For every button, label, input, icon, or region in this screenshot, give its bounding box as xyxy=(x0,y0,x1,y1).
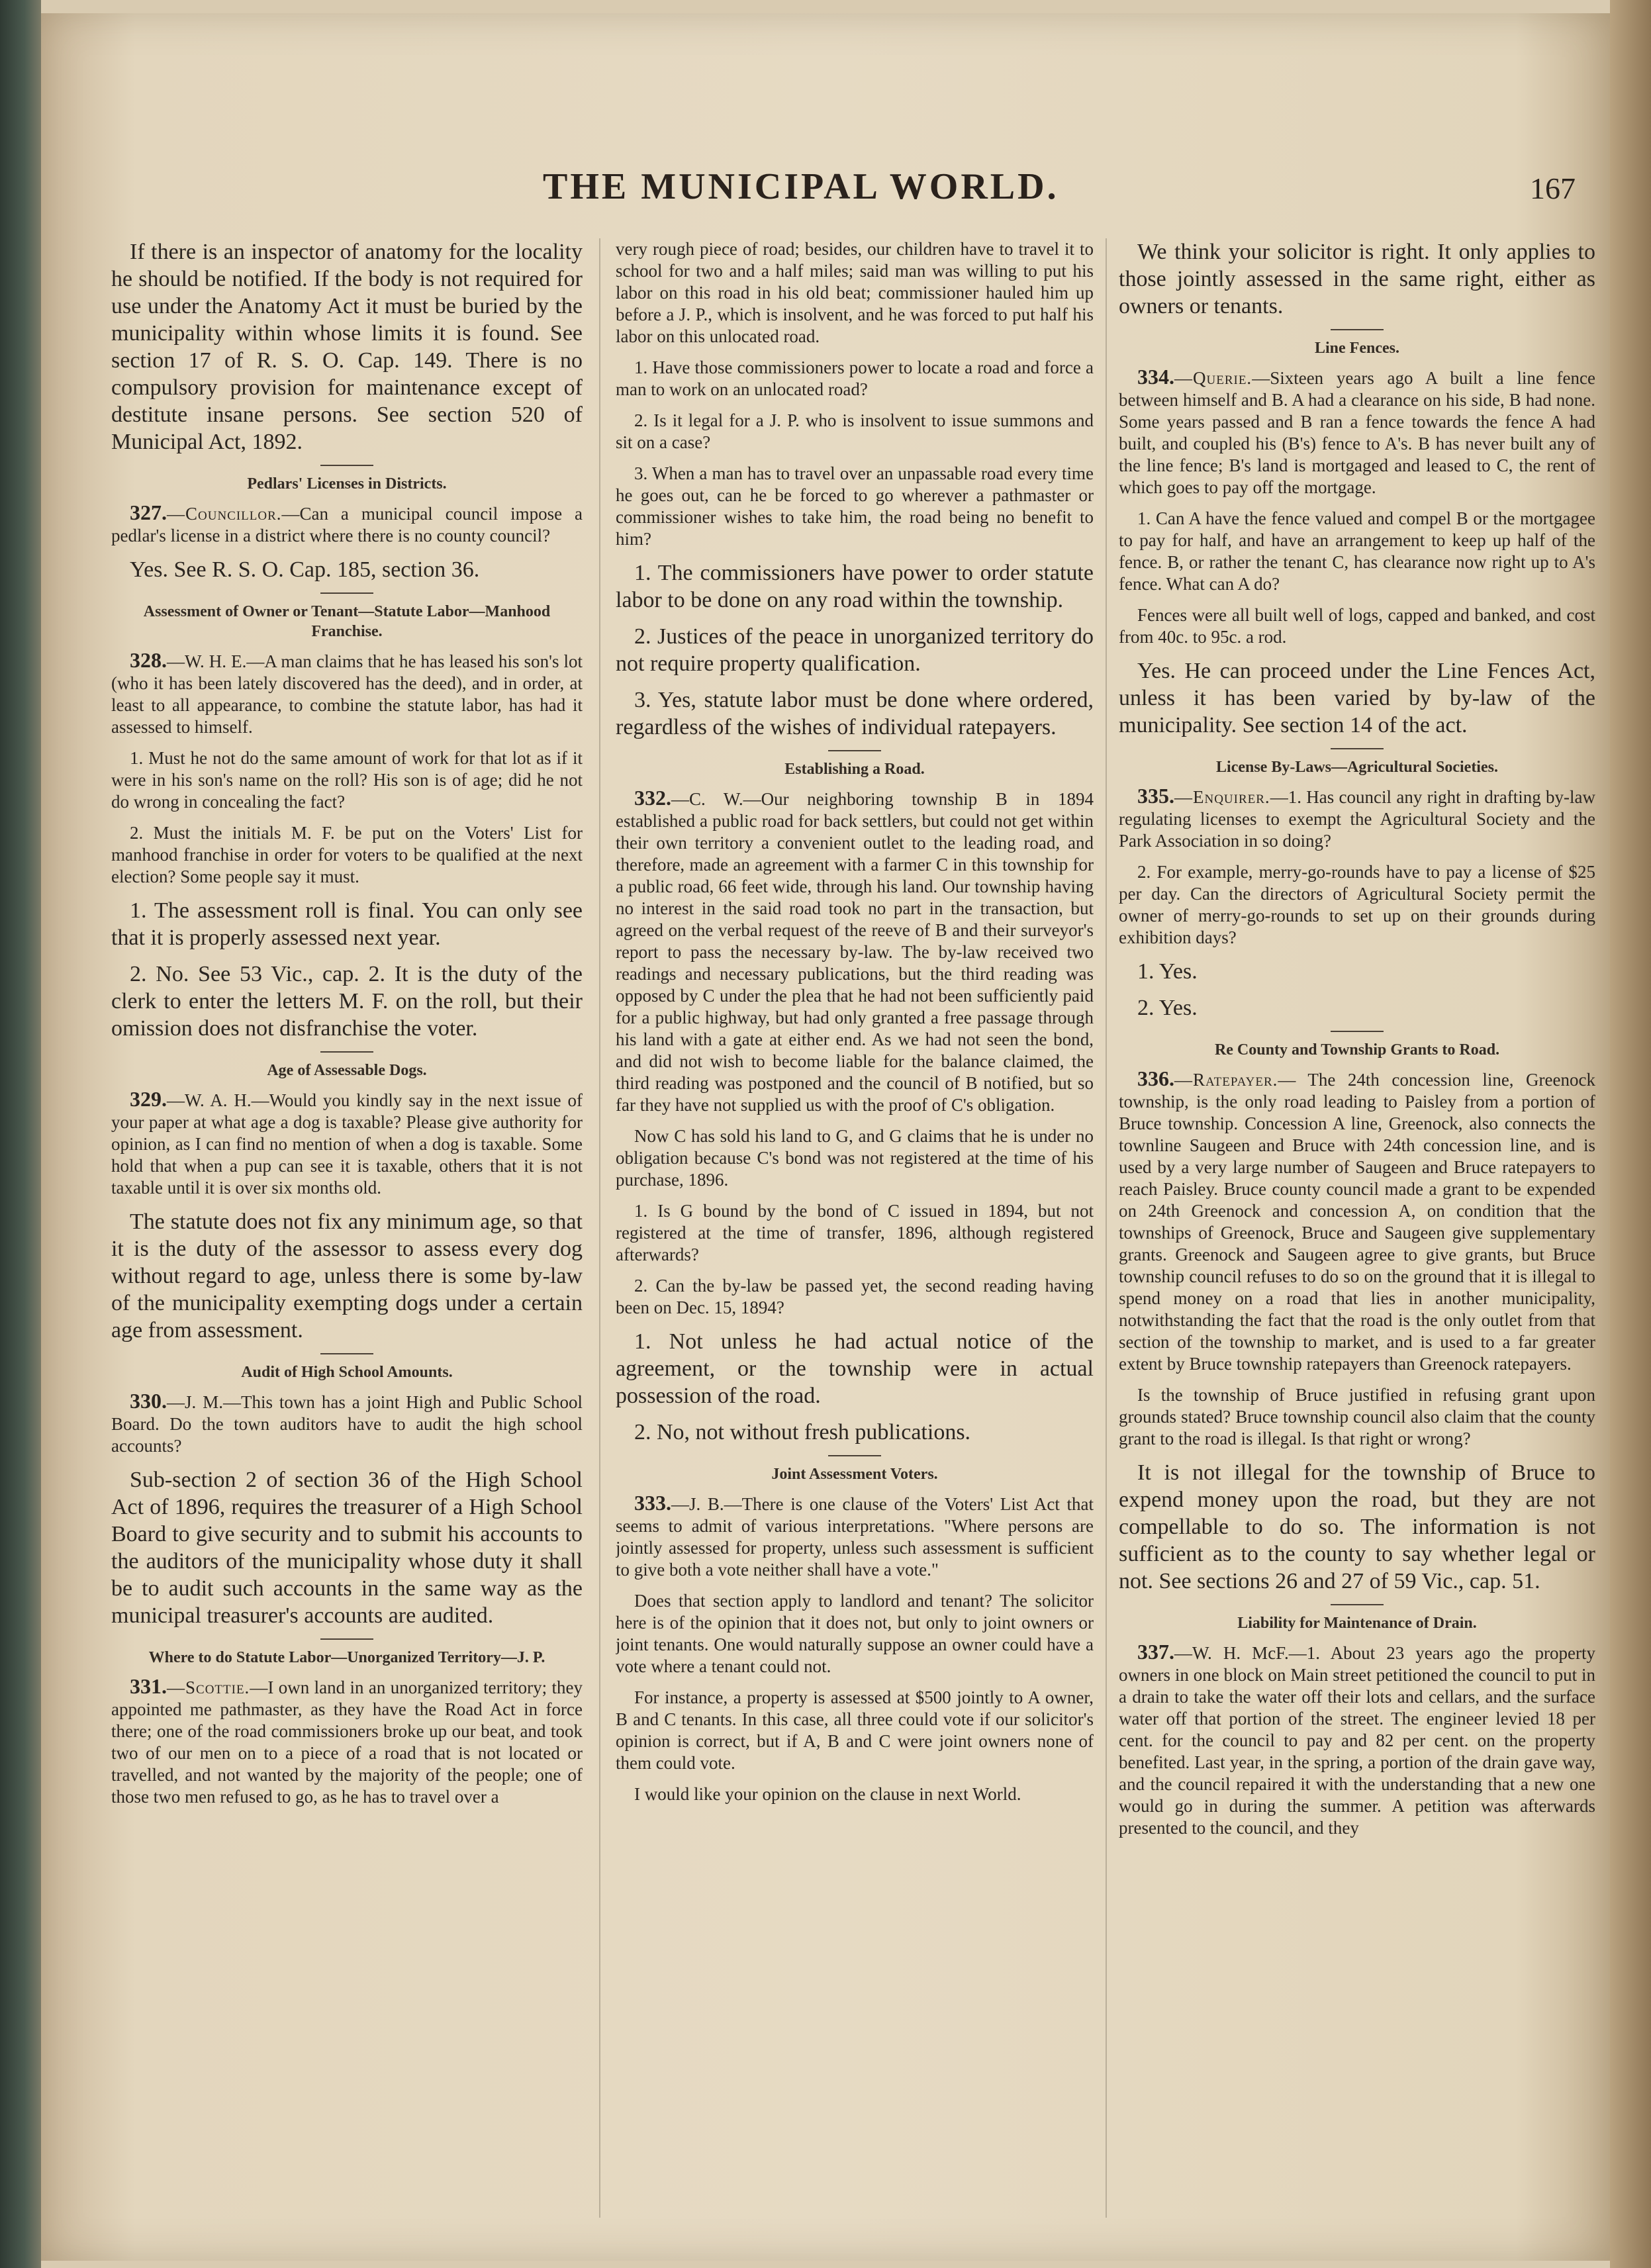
separator xyxy=(320,1051,373,1053)
answer-paragraph: Yes. See R. S. O. Cap. 185, section 36. xyxy=(130,557,480,582)
answer-paragraph: 1. The assessment roll is final. You can only see that it is properly assessed next year. xyxy=(111,898,583,950)
question-327 xyxy=(111,502,583,547)
question-text: —1. About 23 years ago the property owners in one block on Main street petitioned the council to put in a drain to take the water off their lots and cellars, and the surface water off that portion of the street. The engineer levied 18 per cent. for the council to pay and 82 per cent. on the property benefited. Last year, in the spring, a portion of the drain gave way, and the council repaired it with the understanding that a new one would go in during the summer. A petition was afterwards presented to the council, and they xyxy=(1119,1643,1595,1838)
separator xyxy=(828,1455,881,1456)
section-heading: Age of Assessable Dogs. xyxy=(267,1062,427,1079)
section-heading: Pedlars' Licenses in Districts. xyxy=(247,475,447,493)
question-paragraph: For instance, a property is assessed at $500 jointly to A owner, B and C tenants. In this case, all three could vote if our solicitor's opinion is correct, but if A, B and C were joint owners none of them could vote. xyxy=(616,1687,1094,1773)
question-329 xyxy=(111,1088,583,1199)
question-item: 2. Must the initials M. F. be put on the Voters' List for manhood franchise in order for voters to be qualified at the next election? Some people say it must. xyxy=(111,823,583,886)
question-text: —Would you kindly say in the next issue of your paper at what age a dog is taxable? Please give authority for opinion, as I can find no mention of when a dog is taxable. Some hold that when a pup can see it is taxable, others that it is not taxable until it is over six months old. xyxy=(111,1090,583,1198)
correspondent: —Councillor. xyxy=(167,504,282,524)
column-1 xyxy=(111,238,583,2238)
correspondent: —W. H. E. xyxy=(167,651,247,671)
answer-paragraph: Sub-section 2 of section 36 of the High School Act of 1896, requires the treasurer of a High School Board to give security and to submit his accounts to the auditors of the municipality whose duty it shall be to audit such accounts in the same way as the municipal treasurer's accounts are audited. xyxy=(111,1468,583,1628)
question-number: 332. xyxy=(634,786,671,810)
separator xyxy=(1331,1604,1384,1605)
answer-paragraph: 2. No, not without fresh publications. xyxy=(634,1420,971,1444)
separator xyxy=(828,750,881,751)
column-3 xyxy=(1119,238,1595,2238)
correspondent: —W. A. H. xyxy=(167,1090,252,1110)
page-edge xyxy=(1610,0,1651,2268)
section-heading: Liability for Maintenance of Drain. xyxy=(1237,1615,1477,1632)
answer-paragraph: 1. Yes. xyxy=(1137,959,1198,984)
question-number: 328. xyxy=(130,648,167,672)
question-paragraph: Is the township of Bruce justified in refusing grant upon grounds stated? Bruce township council also claim that the county grant to the road is illegal. Is that right or wrong? xyxy=(1119,1385,1595,1448)
answer-paragraph: 2. No. See 53 Vic., cap. 2. It is the duty of the clerk to enter the letters M. F. on the roll, but their omission does not disfranchise the voter. xyxy=(111,962,583,1041)
question-number: 335. xyxy=(1137,784,1174,808)
question-number: 329. xyxy=(130,1087,167,1111)
correspondent: —Querie. xyxy=(1174,368,1252,388)
question-text: —This town has a joint High and Public School Board. Do the town auditors have to audit the high school accounts? xyxy=(111,1392,583,1456)
page-header xyxy=(543,165,1576,218)
question-text: —I own land in an unorganized territory; they appointed me pathmaster, as they have the Road Act in force there; one of the road commissioners broke up our beat, and took two of our men on to a piece of a road that is not located or travelled, and not wanted by the majority of the people; one of those two men refused to go, as he has to travel over a xyxy=(111,1677,583,1807)
question-text: —Can a municipal council impose a pedlar's license in a district where there is no county council? xyxy=(111,504,583,545)
column-rule xyxy=(599,238,600,2218)
section-heading: Assessment of Owner or Tenant—Statute Labor—Manhood Franchise. xyxy=(143,603,551,640)
book-spine xyxy=(0,0,41,2268)
section-heading: Establishing a Road. xyxy=(784,761,925,778)
question-item: Fences were all built well of logs, capped and banked, and cost from 40c. to 95c. a rod. xyxy=(1119,605,1595,647)
question-number: 337. xyxy=(1137,1640,1174,1664)
question-334 xyxy=(1119,366,1595,498)
section-heading: Line Fences. xyxy=(1315,340,1399,357)
separator xyxy=(320,592,373,594)
correspondent: —Enquirer. xyxy=(1174,787,1270,807)
question-item: 1. Is G bound by the bond of C issued in 1894, but not registered at the time of transfer, 1896, although registered afterwards? xyxy=(616,1201,1094,1264)
answer-paragraph: 2. Yes. xyxy=(1137,996,1198,1020)
question-text: —A man claims that he has leased his son's lot (who it has been lately discovered has the deed), and in order, at least to all appearance, to combine the statute labor, has had it assessed to himself. xyxy=(111,651,583,737)
question-number: 331. xyxy=(130,1674,167,1698)
question-item: 1. Must he not do the same amount of work for that lot as if it were in his son's name on the roll? His son is of age; did he not do wrong in concealing the fact? xyxy=(111,748,583,812)
section-heading: Where to do Statute Labor—Unorganized Territory—J. P. xyxy=(148,1649,545,1666)
separator xyxy=(1331,1031,1384,1032)
question-330 xyxy=(111,1390,583,1457)
answer-paragraph: 3. Yes, statute labor must be done where ordered, regardless of the wishes of individual ratepayers. xyxy=(616,688,1094,739)
answer-paragraph: If there is an inspector of anatomy for the locality he should be notified. If the body is not required for use under the Anatomy Act it must be buried by the municipality within whose limits it is found. See section 17 of R. S. O. Cap. 149. There is no compulsory provision for maintenance except of destitute insane persons. See section 520 of Municipal Act, 1892. xyxy=(111,240,583,454)
question-item: 1. Have those commissioners power to locate a road and force a man to work on an unlocated road? xyxy=(616,357,1094,399)
correspondent: —C. W. xyxy=(671,789,743,809)
question-331 xyxy=(111,1676,583,1808)
question-paragraph: Now C has sold his land to G, and G claims that he is under no obligation because C's bond was not registered at the time of his purchase, 1896. xyxy=(616,1126,1094,1190)
separator xyxy=(320,1353,373,1354)
question-item: 1. Can A have the fence valued and compel B or the mortgagee to pay for half, and have an arrangement to keep up half of the fence. B, or rather the tenant C, has clearance now right up to A's fence. What can A do? xyxy=(1119,508,1595,594)
question-number: 327. xyxy=(130,500,167,524)
question-332 xyxy=(616,787,1094,1116)
question-336 xyxy=(1119,1068,1595,1375)
question-item: 3. When a man has to travel over an unpassable road every time he goes out, can he be forced to go wherever a pathmaster or commissioner wishes to take him, the road being no benefit to him? xyxy=(616,463,1094,549)
answer-paragraph: We think your solicitor is right. It only applies to those jointly assessed in the same right, either as owners or tenants. xyxy=(1119,240,1595,318)
correspondent: —Ratepayer. xyxy=(1174,1070,1278,1090)
answer-paragraph: Yes. He can proceed under the Line Fences Act, unless it has been varied by by-law of the municipality. See section 14 of the act. xyxy=(1119,659,1595,737)
correspondent: —J. M. xyxy=(167,1392,223,1412)
answer-paragraph: 1. The commissioners have power to order statute labor to be done on any road within the township. xyxy=(616,561,1094,612)
separator xyxy=(320,1638,373,1640)
column-2 xyxy=(616,238,1094,2238)
question-335 xyxy=(1119,785,1595,852)
question-text: — The 24th concession line, Greenock township, is the only road leading to Paisley from a portion of Bruce township. Concession A line, Greenock, also connects the townline Saugeen and Bruce with 24th concession line, and is used by a very large number of Saugeen and Bruce ratepayers to reach Paisley. Bruce county council made a grant to be expended on 24th Greenock and concession A, on condition that the townships of Greenock, Bruce and Saugeen give supplementary grants. Greenock and Saugeen agree to give grants, but Bruce township council refuses to do so on the ground that it is illegal to spend money on a road that lies in another municipality, notwithstanding the fact that the road is the only outlet from that section of the township to market, and is used to a far greater extent by Bruce township ratepayers than Greenock ratepayers. xyxy=(1119,1070,1595,1374)
running-title: THE MUNICIPAL WORLD. xyxy=(543,166,1059,207)
answer-paragraph: The statute does not fix any minimum age, so that it is the duty of the assessor to assess every dog without regard to age, unless there is some by-law of the municipality exempting dogs under a certain age from assessment. xyxy=(111,1209,583,1343)
answer-paragraph: 2. Justices of the peace in unorganized territory do not require property qualification. xyxy=(616,624,1094,676)
question-text: —1. Has council any right in drafting by-law regulating licenses to exempt the Agricultural Society and the Park Association in so doing? xyxy=(1119,787,1595,851)
question-item: 2. Is it legal for a J. P. who is insolvent to issue summons and sit on a case? xyxy=(616,410,1094,452)
answer-paragraph: It is not illegal for the township of Bruce to expend money upon the road, but they are not compellable to do so. The information is not sufficient as to the county to say whether legal or not. See sections 26 and 27 of 59 Vic., cap. 51. xyxy=(1119,1460,1595,1593)
question-text: —Our neighboring township B in 1894 established a public road for back settlers, but could not get within their own territory a convenient outlet to the leading road, and therefore, made an agreement with a farmer C in this township for a public road, 66 feet wide, through his land. Our township having no interest in the said road took no part in the transaction, but agreed on the verbal request of the reeve of B and their surveyor's report to pass the necessary by-law. The by-law received two readings and necessary publications, but the third reading was opposed by C under the plea that he had not been sufficiently paid for a public highway, but had only granted a free passage through his land with a gate at either end. As we had not seen the bond, and did not wish to become liable for the balance claimed, the third reading was postponed and the council of B notified, but so far they have not supplied us with the proof of C's obligation. xyxy=(616,789,1094,1115)
question-number: 333. xyxy=(634,1491,671,1515)
question-item: 2. For example, merry-go-rounds have to pay a license of $25 per day. Can the directors of Agricultural Society permit the owner of merry-go-rounds to set up on their grounds during exhibition days? xyxy=(1119,862,1595,947)
correspondent: —Scottie. xyxy=(167,1677,250,1697)
question-number: 334. xyxy=(1137,365,1174,389)
section-heading: Re County and Township Grants to Road. xyxy=(1214,1041,1500,1059)
section-heading: Joint Assessment Voters. xyxy=(771,1466,938,1483)
question-continued: very rough piece of road; besides, our children have to travel it to school for two and a half miles; said man was willing to put his labor on this road in his old beat; commissioner hauled him up before a J. P., which is insolvent, and he was forced to put half his labor on this unlocated road. xyxy=(616,239,1094,346)
question-number: 330. xyxy=(130,1389,167,1413)
question-item: 2. Can the by-law be passed yet, the second reading having been on Dec. 15, 1894? xyxy=(616,1276,1094,1317)
question-paragraph: I would like your opinion on the clause in next World. xyxy=(634,1784,1021,1804)
section-heading: License By-Laws—Agricultural Societies. xyxy=(1216,759,1498,776)
correspondent: —W. H. McF. xyxy=(1174,1643,1289,1663)
question-number: 336. xyxy=(1137,1066,1174,1090)
question-paragraph: Does that section apply to landlord and tenant? The solicitor here is of the opinion that it does not, but only to joint owners or joint tenants. One would naturally suppose an owner could have a vote where a tenant could not. xyxy=(616,1591,1094,1676)
question-text: —Sixteen years ago A built a line fence between himself and B. A had a clearance on his side, B had none. Some years passed and B ran a fence towards the fence A had built, and coupled his (B's) fence to A's. B has never built any of the line fence; B's land is mortgaged and leased to C, the rent of which goes to pay off the mortgage. xyxy=(1119,368,1595,497)
question-333 xyxy=(616,1492,1094,1581)
correspondent: —J. B. xyxy=(671,1494,724,1514)
separator xyxy=(1331,329,1384,330)
separator xyxy=(1331,748,1384,749)
section-heading: Audit of High School Amounts. xyxy=(241,1364,453,1381)
column-rule xyxy=(1106,238,1107,2218)
question-text: —There is one clause of the Voters' List Act that seems to admit of various interpretations. "Where persons are jointly assessed for property, unless such assessment is sufficient to give both a vote neither shall have a vote." xyxy=(616,1494,1094,1580)
separator xyxy=(320,465,373,466)
question-337 xyxy=(1119,1641,1595,1839)
question-328 xyxy=(111,649,583,738)
answer-paragraph: 1. Not unless he had actual notice of the agreement, or the township were in actual possession of the road. xyxy=(616,1329,1094,1408)
page-number: 167 xyxy=(1530,171,1576,205)
